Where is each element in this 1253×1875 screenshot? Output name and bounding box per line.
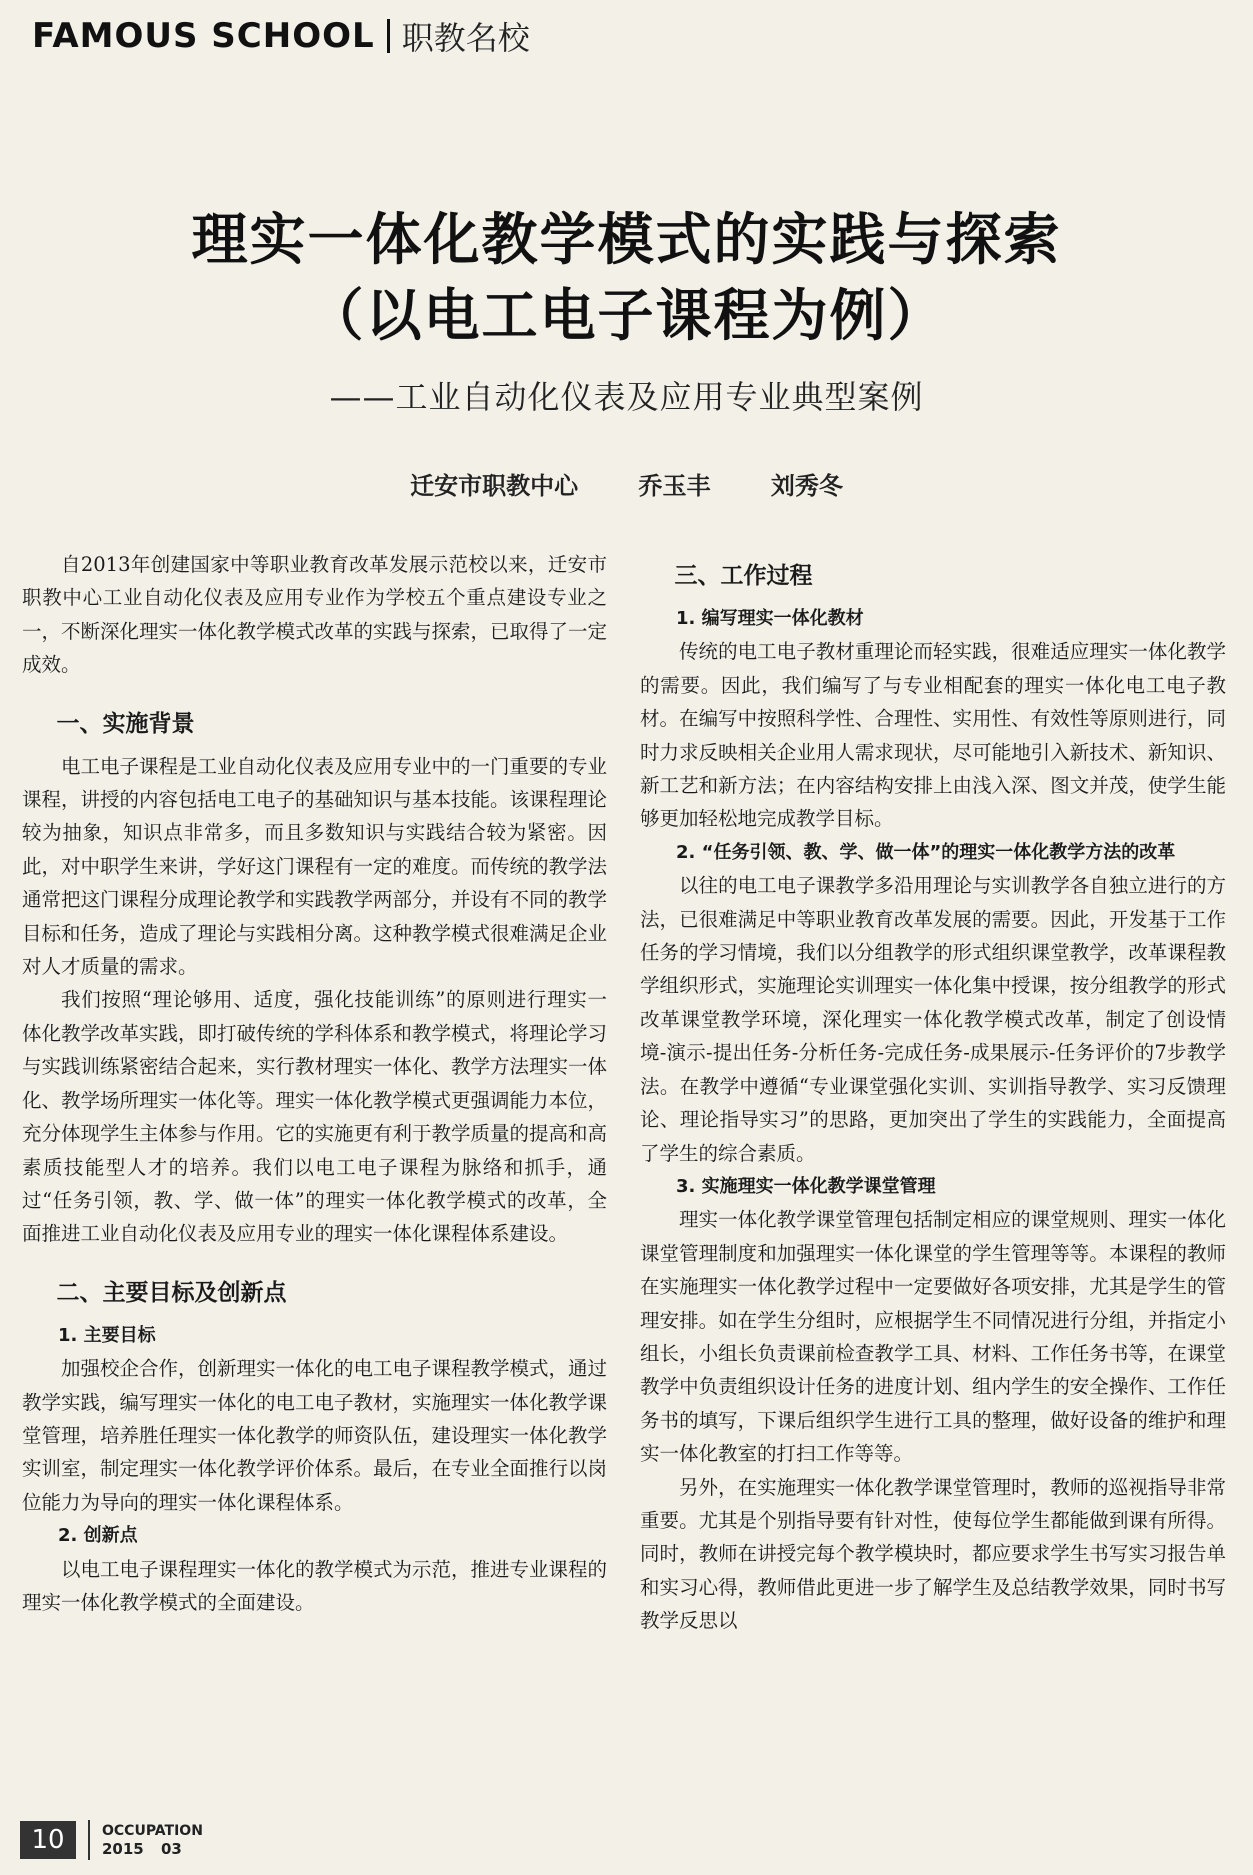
intro-paragraph: 自2013年创建国家中等职业教育改革发展示范校以来，迁安市职教中心工业自动化仪表及应用专业作为学校五个重点建设专业之一，不断深化理实一体化教学模式改革的实践与探索，已取得了一定成效。 bbox=[22, 553, 608, 677]
author-name-2: 刘秀冬 bbox=[770, 471, 843, 500]
header-divider bbox=[387, 19, 390, 53]
right-column bbox=[640, 548, 1226, 1638]
subheading-classroom-management: 3. 实施理实一体化教学课堂管理 bbox=[676, 1175, 936, 1197]
subheading-teaching-method: 2. “任务引领、教、学、做一体”的理实一体化教学方法的改革 bbox=[676, 841, 1176, 863]
section3-paragraph-2: 以往的电工电子课教学多沿用理论与实训教学各自独立进行的方法，已很难满足中等职业教育改革发展的需要。因此，开发基于工作任务的学习情境，我们以分组教学的形式组织课堂教学，改革课程教学组织形式，实施理论实训理实一体化集中授课，按分组教学的形式改革课堂教学环境，深化理实一体化教学模式改革，制定了创设情境-演示-提出任务-分析任务-完成任务-成果展示-任务评价的7步教学法。在教学中遵循“专业课堂强化实训、实训指导教学、实习反馈理论、理论指导实习”的思路，更加突出了学生的实践能力，全面提高了学生的综合素质。 bbox=[640, 874, 1226, 1165]
journal-year: 2015 bbox=[102, 1840, 144, 1858]
article-title-line1: 理实一体化教学模式的实践与探索 bbox=[191, 207, 1062, 273]
page-number: 10 bbox=[20, 1821, 76, 1859]
journal-name: OCCUPATION bbox=[102, 1823, 203, 1839]
author-institution: 迁安市职教中心 bbox=[410, 471, 579, 500]
subheading-textbook: 1. 编写理实一体化教材 bbox=[676, 608, 864, 629]
section-heading-2: 二、主要目标及创新点 bbox=[56, 1279, 287, 1306]
section1-paragraph-2: 我们按照“理论够用、适度，强化技能训练”的原则进行理实一体化教学改革实践，即打破传统的学科体系和教学模式，将理论学习与实践训练紧密结合起来，实行教材理实一体化、教学方法理实一体化、教学场所理实一体化等。理实一体化教学模式更强调能力本位，充分体现学生主体参与作用。它的实施更有利于教学质量的提高和高素质技能型人才的培养。我们以电工电子课程为脉络和抓手，通过“任务引领，教、学、做一体”的理实一体化教学模式的改革，全面推进工业自动化仪表及应用专业的理实一体化课程体系建设。 bbox=[22, 988, 608, 1246]
header-english: FAMOUS SCHOOL bbox=[32, 16, 375, 56]
author-name-1: 乔玉丰 bbox=[638, 471, 711, 500]
subheading-innovation: 2. 创新点 bbox=[58, 1525, 138, 1547]
journal-issue-number: 03 bbox=[160, 1840, 182, 1858]
article-subtitle: ——工业自动化仪表及应用专业典型案例 bbox=[329, 378, 924, 416]
journal-issue bbox=[102, 1840, 203, 1858]
section1-paragraph-1: 电工电子课程是工业自动化仪表及应用专业中的一门重要的专业课程，讲授的内容包括电工电子的基础知识与基本技能。该课程理论较为抽象，知识点非常多，而且多数知识与实践结合较为紧密。因此，对中职学生来讲，学好这门课程有一定的难度。而传统的教学法通常把这门课程分成理论教学和实践教学两部分，并设有不同的教学目标和任务，造成了理论与实践相分离。这种教学模式很难满足企业对人才质量的需求。 bbox=[22, 754, 608, 979]
author-line bbox=[0, 466, 1253, 501]
section2-paragraph-2: 以电工电子课程理实一体化的教学模式为示范，推进专业课程的理实一体化教学模式的全面建设。 bbox=[22, 1557, 608, 1614]
header-chinese: 职教名校 bbox=[401, 19, 530, 57]
left-column bbox=[22, 548, 607, 1619]
subheading-main-goals: 1. 主要目标 bbox=[58, 1324, 156, 1346]
page-header bbox=[32, 14, 530, 58]
page-footer bbox=[20, 1820, 203, 1860]
article-title-line2: （以电工电子课程为例） bbox=[307, 283, 946, 349]
section3-paragraph-4: 另外，在实施理实一体化教学课堂管理时，教师的巡视指导非常重要。尤其是个别指导要有针对性，使每位学生都能做到课有所得。同时，教师在讲授完每个教学模块时，都应要求学生书写实习报告单和实习心得，教师借此更进一步了解学生及总结教学效果，同时书写教学反思以 bbox=[640, 1475, 1226, 1633]
section2-paragraph-1: 加强校企合作，创新理实一体化的电工电子课程教学模式，通过教学实践，编写理实一体化的电工电子教材，实施理实一体化教学课堂管理，培养胜任理实一体化教学的师资队伍，建设理实一体化教学实训室，制定理实一体化教学评价体系。最后，在专业全面推行以岗位能力为导向的理实一体化课程体系。 bbox=[22, 1357, 608, 1514]
section-heading-1: 一、实施背景 bbox=[56, 710, 195, 737]
footer-divider bbox=[88, 1820, 90, 1860]
journal-info bbox=[102, 1822, 203, 1858]
section3-paragraph-3: 理实一体化教学课堂管理包括制定相应的课堂规则、理实一体化课堂管理制度和加强理实一体化课堂的学生管理等等。本课程的教师在实施理实一体化教学过程中一定要做好各项安排，尤其是学生的管理安排。如在学生分组时，应根据学生不同情况进行分组，并指定小组长，小组长负责课前检查教学工具、材料、工作任务书等，在课堂教学中负责组织设计任务的进度计划、组内学生的安全操作、工作任务书的填写，下课后组织学生进行工具的整理，做好设备的维护和理实一体化教室的打扫工作等等。 bbox=[640, 1208, 1226, 1466]
section3-paragraph-1: 传统的电工电子教材重理论而轻实践，很难适应理实一体化教学的需要。因此，我们编写了与专业相配套的理实一体化电工电子教材。在编写中按照科学性、合理性、实用性、有效性等原则进行，同时力求反映相关企业用人需求现状，尽可能地引入新技术、新知识、新工艺和新方法；在内容结构安排上由浅入深、图文并茂，使学生能够更加轻松地完成教学目标。 bbox=[640, 640, 1226, 831]
section-heading-3: 三、工作过程 bbox=[674, 563, 813, 589]
